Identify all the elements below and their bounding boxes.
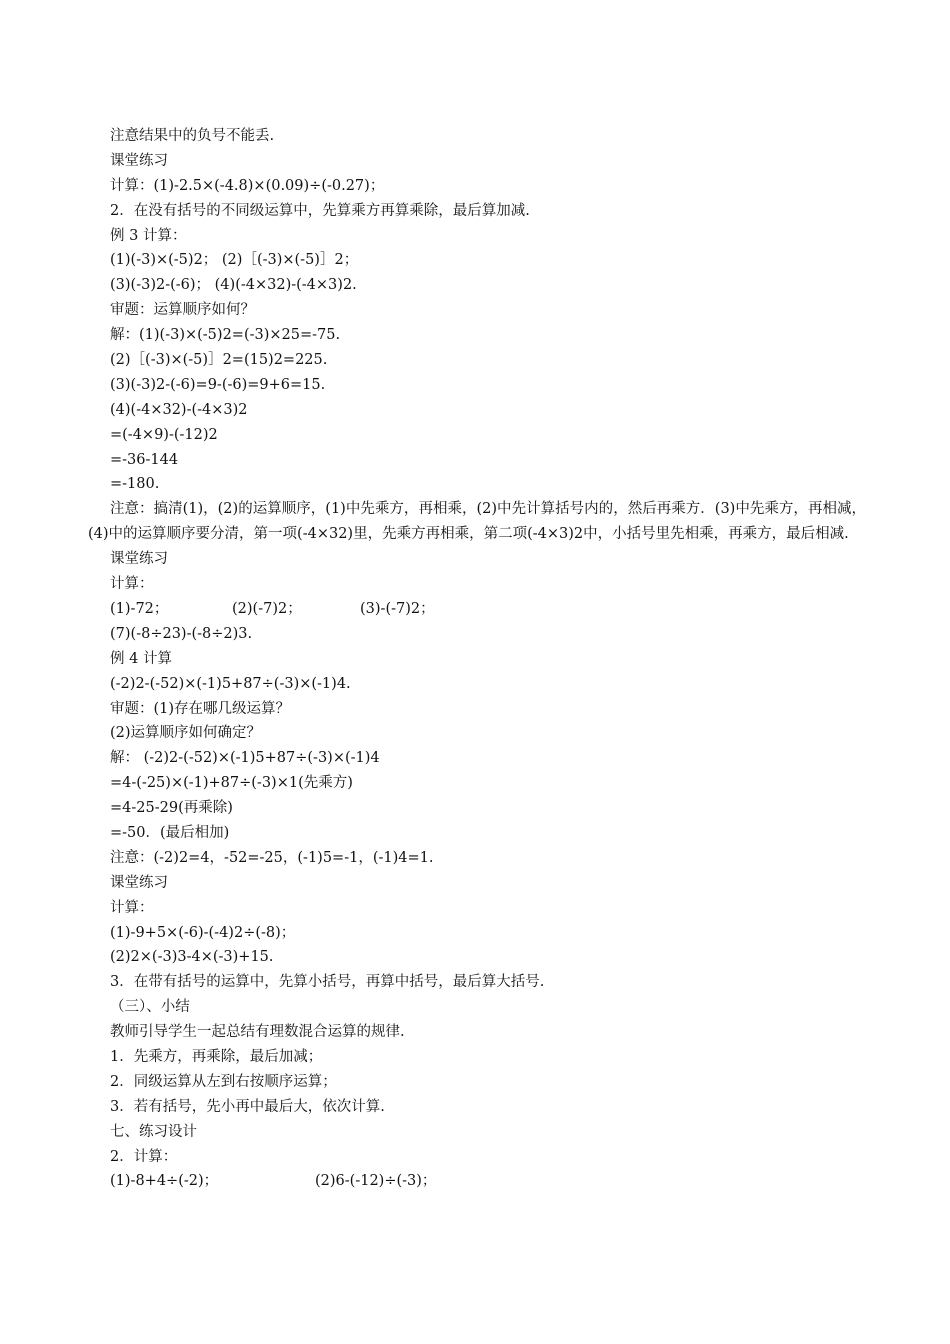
- text-line: (1)-9+5×(-6)-(-4)2÷(-8)；: [110, 924, 296, 941]
- text-line: 2．计算：: [110, 1148, 178, 1165]
- exercise-item: (3)-(-7)2；: [360, 600, 435, 617]
- text-line: =-50．(最后相加): [110, 824, 230, 841]
- text-line: 2．同级运算从左到右按顺序运算；: [110, 1073, 337, 1090]
- text-line: (3)(-3)2-(-6)=9-(-6)=9+6=15.: [110, 376, 326, 393]
- rule-heading: 2．在没有括号的不同级运算中，先算乘方再算乘除，最后算加减.: [110, 202, 530, 219]
- text-line: =-180.: [110, 476, 160, 493]
- exercise-row: [88, 1169, 868, 1194]
- text-line: =-36-144: [110, 451, 179, 468]
- exercise-item: (1)-8+4÷(-2)；: [110, 1173, 219, 1190]
- text-line: 注意：(-2)2=4，-52=-25，(-1)5=-1，(-1)4=1.: [110, 849, 434, 866]
- text-line: (4)(-4×32)-(-4×3)2: [110, 401, 248, 418]
- text-line: 1．先乘方，再乘除，最后加减；: [110, 1048, 323, 1065]
- section-heading: （三）、小结: [110, 999, 190, 1016]
- section-heading: 课堂练习: [110, 874, 168, 891]
- text-line: 解： (-2)2-(-52)×(-1)5+87÷(-3)×(-1)4: [110, 750, 380, 767]
- text-line: (2)运算顺序如何确定？: [110, 725, 262, 742]
- text-line: (-2)2-(-52)×(-1)5+87÷(-3)×(-1)4.: [110, 675, 351, 692]
- section-heading: 七、练习设计: [110, 1123, 197, 1140]
- exercise-row: [88, 597, 868, 622]
- text-line: (1)(-3)×(-5)2； (2)［(-3)×(-5)］2；: [110, 252, 359, 269]
- text-line: =4-25-29(再乘除): [110, 800, 233, 817]
- text-line: 教师引导学生一起总结有理数混合运算的规律.: [110, 1024, 405, 1041]
- document-content: [88, 124, 868, 1194]
- text-line: =4-(-25)×(-1)+87÷(-3)×1(先乘方): [110, 775, 353, 792]
- text-line: (2)［(-3)×(-5)］2=(15)2=225.: [110, 352, 328, 369]
- example-heading: 例 4 计算: [110, 650, 172, 667]
- exercise-item: (1)-72；: [110, 600, 169, 617]
- text-line: (2)2×(-3)3-4×(-3)+15.: [110, 949, 274, 966]
- text-line: 计算：: [110, 576, 154, 593]
- exercise-item: (2)6-(-12)÷(-3)；: [315, 1173, 437, 1190]
- text-line: 解：(1)(-3)×(-5)2=(-3)×25=-75.: [110, 327, 341, 344]
- text-line: 审题：(1)存在哪几级运算？: [110, 700, 291, 717]
- text-line: 计算：: [110, 899, 154, 916]
- section-heading: 课堂练习: [110, 152, 168, 169]
- text-line: 审题：运算顺序如何？: [110, 302, 255, 319]
- example-heading: 例 3 计算：: [110, 227, 187, 244]
- rule-heading: 3．在带有括号的运算中，先算小括号，再算中括号，最后算大括号.: [110, 974, 545, 991]
- text-line: 注意结果中的负号不能丢.: [110, 128, 275, 144]
- exercise-item: (2)(-7)2；: [232, 600, 302, 617]
- text-line: 计算：(1)-2.5×(-4.8)×(0.09)÷(-0.27)；: [110, 177, 385, 194]
- section-heading: 课堂练习: [110, 551, 168, 568]
- text-line: =(-4×9)-(-12)2: [110, 426, 218, 443]
- text-line: (7)(-8÷23)-(-8÷2)3.: [110, 625, 253, 642]
- text-line: 3．若有括号，先小再中最后大，依次计算.: [110, 1098, 385, 1115]
- note-paragraph: 注意：搞清(1)，(2)的运算顺序，(1)中先乘方，再相乘，(2)中先计算括号内的，然后再乘方．(3)中先乘方，再相减，(4)中的运算顺序要分清，第一项(-4×32)里，先乘方再相乘，第二项(-4×3)2中，小括号里先相乘，再乘方，最后相减.: [88, 501, 866, 543]
- text-line: (3)(-3)2-(-6)； (4)(-4×32)-(-4×3)2.: [110, 277, 357, 294]
